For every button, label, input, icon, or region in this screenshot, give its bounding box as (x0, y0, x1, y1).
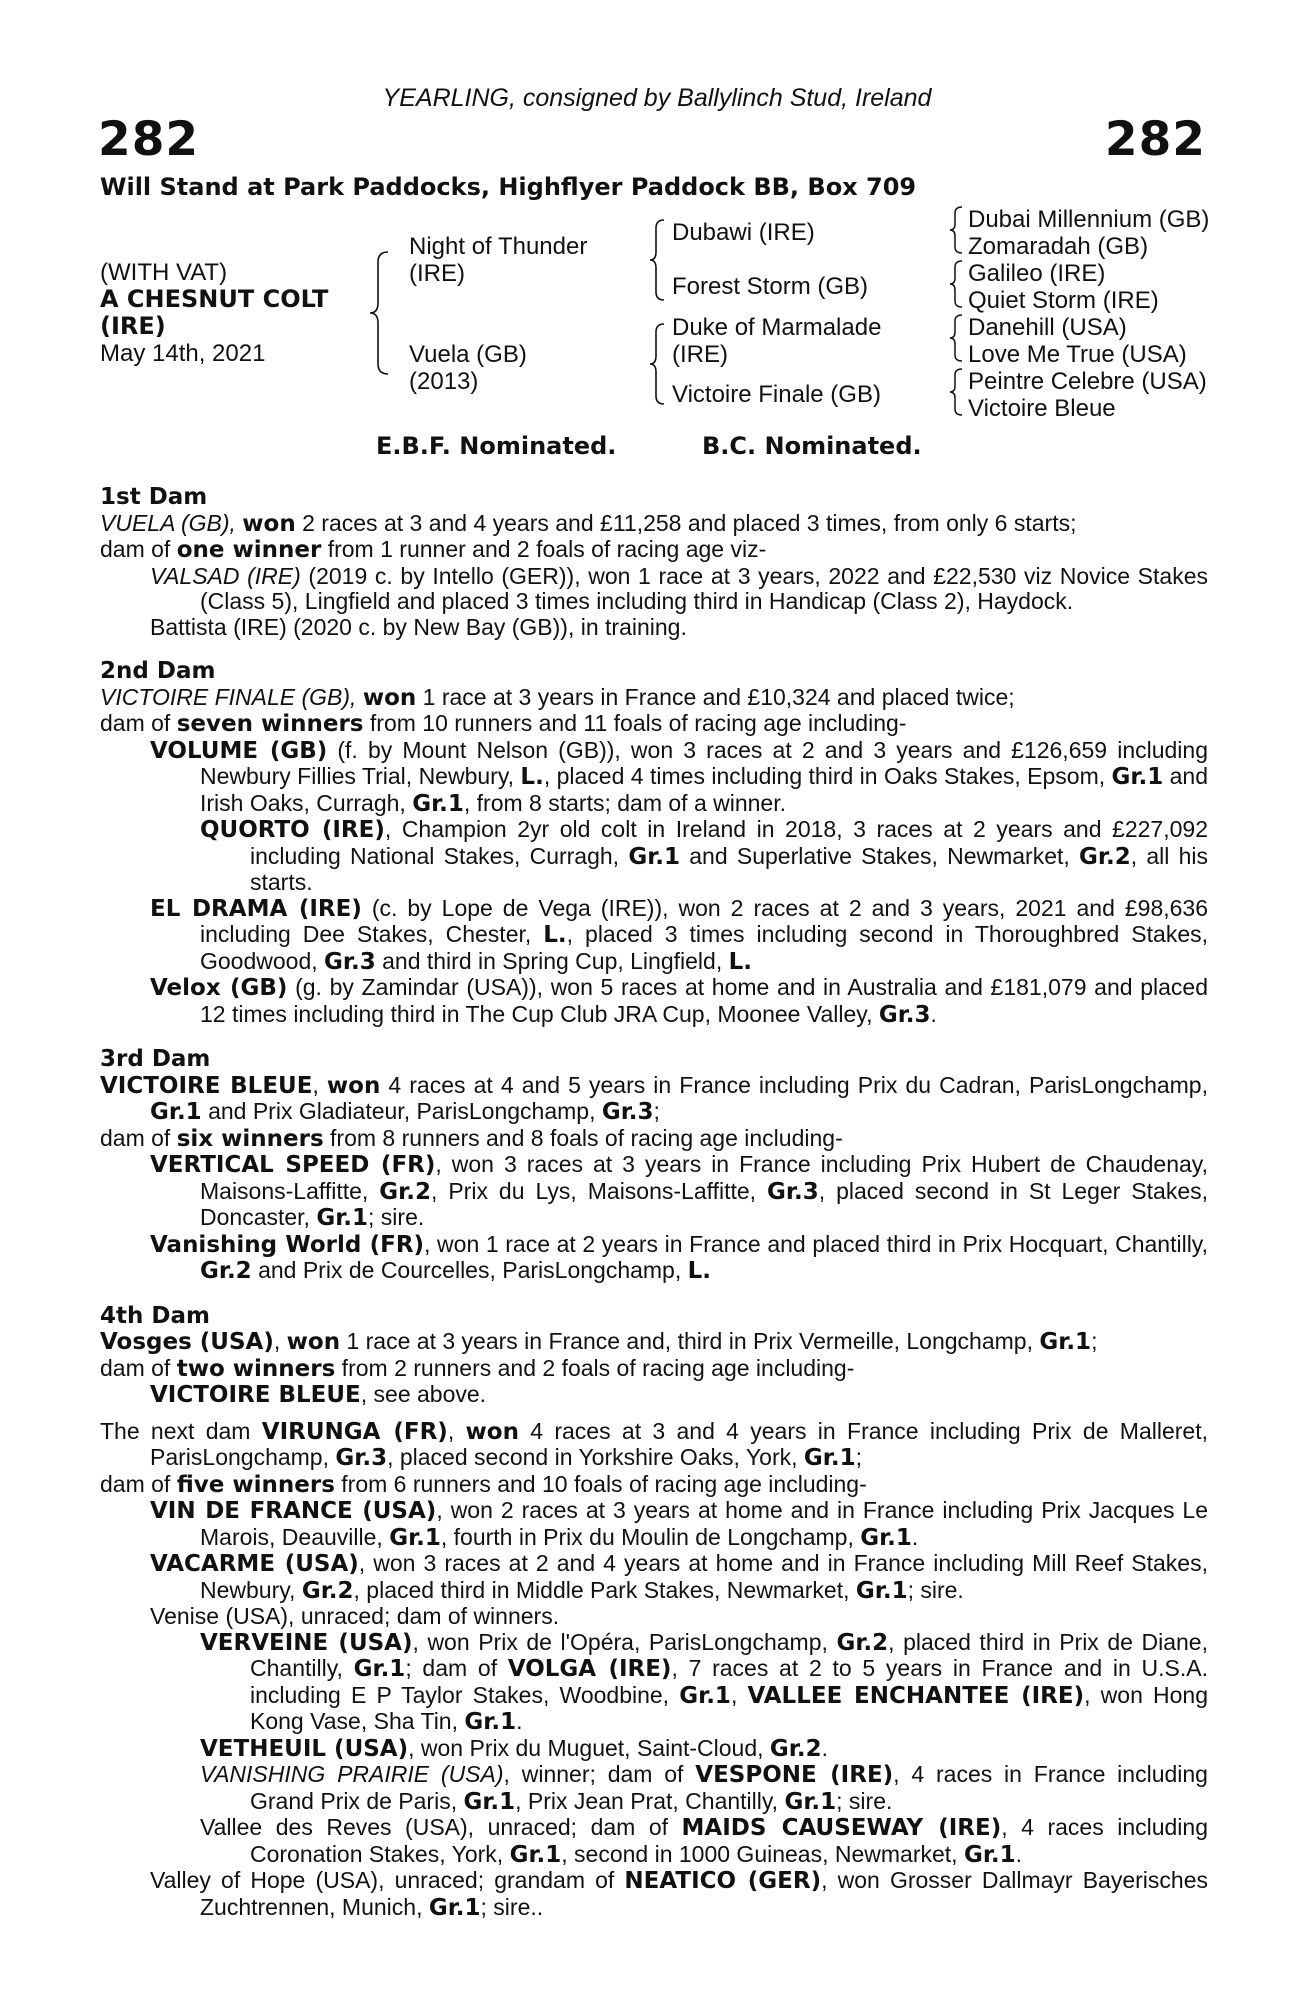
catalogue-body (100, 485, 1208, 1921)
pedigree-brace-sire (648, 218, 666, 302)
ebf-nomination: E.B.F. Nominated. (376, 432, 617, 460)
produce-entry: VALSAD (IRE) (2019 c. by Intello (GER)), won 1 race at 3 years, 2022 and £22,530 viz Novice Stakes (Class 5), Lingfield and placed 3 times including third in Handicap (Class 2), Haydock. (150, 562, 1208, 614)
dam-sire-line1: Duke of Marmalade (672, 314, 882, 341)
section-heading: 2nd Dam (100, 658, 216, 684)
produce-entry: VETHEUIL (USA), won Prix du Muguet, Saint-Cloud, Gr.2. (200, 1734, 828, 1762)
dam-dam: Victoire Finale (GB) (672, 381, 881, 408)
dam-sire-line2: (IRE) (672, 341, 728, 368)
produce-entry: Valley of Hope (USA), unraced; grandam of NEATICO (GER), won Grosser Dallmayr Bayerisches Zuchtrennen, Munich, Gr.1; sire.. (150, 1867, 1208, 1921)
dam-produce-summary: dam of seven winners from 10 runners and 11 foals of racing age including- (100, 710, 907, 737)
second-dam-section (100, 659, 1208, 1028)
pedigree-brace-dam (648, 322, 666, 406)
produce-entry: QUORTO (IRE), Champion 2yr old colt in Ireland in 2018, 3 races at 2 years and £227,092 including National Stakes, Curragh, Gr.1 and Superlative Stakes, Newmarket, Gr.2, all his starts. (200, 816, 1208, 895)
sire-sire: Dubawi (IRE) (672, 219, 815, 246)
foaling-date: May 14th, 2021 (100, 340, 266, 367)
sire-name: Night of Thunder (409, 233, 588, 260)
produce-entry: VICTOIRE BLEUE, see above. (150, 1381, 487, 1408)
lot-name-line1: A CHESNUT COLT (100, 285, 329, 313)
pedigree-brace-main (368, 250, 390, 376)
fourth-dam-section (100, 1304, 1208, 1409)
dam-name: Vuela (GB) (409, 341, 527, 368)
stand-location: Will Stand at Park Paddocks, Highflyer Paddock BB, Box 709 (100, 173, 917, 201)
ped-dss: Danehill (USA) (968, 314, 1127, 341)
ped-sds: Galileo (IRE) (968, 260, 1106, 287)
pedigree-brace-ss (948, 205, 964, 255)
catalogue-subtitle: YEARLING, consigned by Ballylinch Stud, Ireland (382, 84, 932, 112)
ped-sss: Dubai Millennium (GB) (968, 206, 1210, 233)
ped-ddd: Victoire Bleue (968, 395, 1116, 422)
first-dam-section (100, 485, 1208, 640)
lot-number-left: 282 (98, 112, 200, 167)
produce-entry: Vallee des Reves (USA), unraced; dam of MAIDS CAUSEWAY (IRE), 4 races including Coronation Stakes, York, Gr.1, second in 1000 Guineas, Newmarket, Gr.1. (200, 1814, 1208, 1868)
produce-entry: Battista (IRE) (2020 c. by New Bay (GB)), in training. (150, 613, 687, 640)
lot-number-right: 282 (1104, 112, 1206, 167)
produce-entry: Velox (GB) (g. by Zamindar (USA)), won 5 races at home and in Australia and £181,079 and placed 12 times including third in The Cup Club JRA Cup, Moonee Valley, Gr.3. (150, 974, 1208, 1028)
next-dam-summary: The next dam VIRUNGA (FR), won 4 races at 3 and 4 years in France including Prix de Malleret, ParisLongchamp, Gr.3, placed second in Yorkshire Oaks, York, Gr.1; (100, 1417, 1208, 1471)
produce-entry: VANISHING PRAIRIE (USA), winner; dam of VESPONE (IRE), 4 races in France including Grand Prix de Paris, Gr.1, Prix Jean Prat, Chantilly, Gr.1; sire. (200, 1761, 1208, 1815)
sire-name-suffix: (IRE) (409, 260, 465, 287)
dam-foaling-year: (2013) (409, 368, 479, 395)
dam-produce-summary: dam of one winner from 1 runner and 2 foals of racing age viz- (100, 536, 767, 563)
produce-entry: VOLUME (GB) (f. by Mount Nelson (GB)), won 3 races at 2 and 3 years and £126,659 including Newbury Fillies Trial, Newbury, L., placed 4 times including third in Oaks Stakes, Epsom, Gr.1 and Irish Oaks, Curragh, Gr.1, from 8 starts; dam of a winner. (150, 736, 1209, 817)
dam-summary: VUELA (GB), won 2 races at 3 and 4 years and £11,258 and placed 3 times, from only 6 starts; (100, 509, 1077, 537)
produce-entry: VIN DE FRANCE (USA), won 2 races at 3 years at home and in France including Prix Jacques Le Marois, Deauville, Gr.1, fourth in Prix du Moulin de Longchamp, Gr.1. (150, 1497, 1209, 1551)
pedigree-brace-ds (948, 313, 964, 363)
produce-entry: Venise (USA), unraced; dam of winners. (150, 1603, 560, 1629)
ped-ssd: Zomaradah (GB) (968, 233, 1149, 260)
pedigree-brace-dd (948, 367, 964, 417)
dam-summary: VICTOIRE BLEUE, won 4 races at 4 and 5 years in France including Prix du Cadran, ParisLongchamp, Gr.1 and Prix Gladiateur, ParisLongchamp, Gr.3; (100, 1071, 1208, 1125)
section-heading: 3rd Dam (100, 1046, 211, 1072)
vat-note: (WITH VAT) (100, 259, 228, 286)
dam-produce-summary: dam of six winners from 8 runners and 8 foals of racing age including- (100, 1124, 843, 1152)
dam-produce-summary: dam of five winners from 6 runners and 10 foals of racing age including- (100, 1470, 867, 1498)
dam-summary: VICTOIRE FINALE (GB), won 1 race at 3 years in France and £10,324 and placed twice; (100, 683, 1015, 711)
section-heading: 4th Dam (100, 1302, 210, 1329)
produce-entry: VERVEINE (USA), won Prix de l'Opéra, ParisLongchamp, Gr.2, placed third in Prix de Diane, Chantilly, Gr.1; dam of VOLGA (IRE), 7 races at 2 to 5 years in France and in U.S.A. including E P Taylor Stakes, Woodbine, Gr.1, VALLEE ENCHANTEE (IRE), won Hong Kong Vase, Sha Tin, Gr.1. (200, 1628, 1209, 1735)
ped-dds: Peintre Celebre (USA) (968, 368, 1207, 395)
produce-entry: VACARME (USA), won 3 races at 2 and 4 years at home and in France including Mill Reef Stakes, Newbury, Gr.2, placed third in Middle Park Stakes, Newmarket, Gr.1; sire. (150, 1550, 1208, 1604)
pedigree-brace-sd (948, 259, 964, 309)
next-dam-section (100, 1419, 1208, 1922)
third-dam-section (100, 1047, 1208, 1285)
dam-produce-summary: dam of two winners from 2 runners and 2 foals of racing age including- (100, 1354, 855, 1382)
produce-entry: Vanishing World (FR), won 1 race at 2 years in France and placed third in Prix Hocquart, Chantilly, Gr.2 and Prix de Courcelles, ParisLongchamp, L. (150, 1230, 1208, 1284)
bc-nomination: B.C. Nominated. (702, 432, 922, 460)
lot-name-line2: (IRE) (100, 312, 166, 340)
ped-sdd: Quiet Storm (IRE) (968, 287, 1159, 314)
sire-dam: Forest Storm (GB) (672, 273, 869, 300)
section-heading: 1st Dam (100, 484, 208, 510)
ped-dsd: Love Me True (USA) (968, 341, 1187, 368)
produce-entry: VERTICAL SPEED (FR), won 3 races at 3 years in France including Prix Hubert de Chaudenay, Maisons-Laffitte, Gr.2, Prix du Lys, Maisons-Laffitte, Gr.3, placed second in St Leger Stakes, Doncaster, Gr.1; sire. (150, 1151, 1209, 1231)
produce-entry: EL DRAMA (IRE) (c. by Lope de Vega (IRE)), won 2 races at 2 and 3 years, 2021 and £98,636 including Dee Stakes, Chester, L., placed 3 times including second in Thoroughbred Stakes, Goodwood, Gr.3 and third in Spring Cup, Lingfield, L. (150, 894, 1208, 975)
dam-summary: Vosges (USA), won 1 race at 3 years in France and, third in Prix Vermeille, Longchamp, Gr.1; (100, 1328, 1098, 1355)
